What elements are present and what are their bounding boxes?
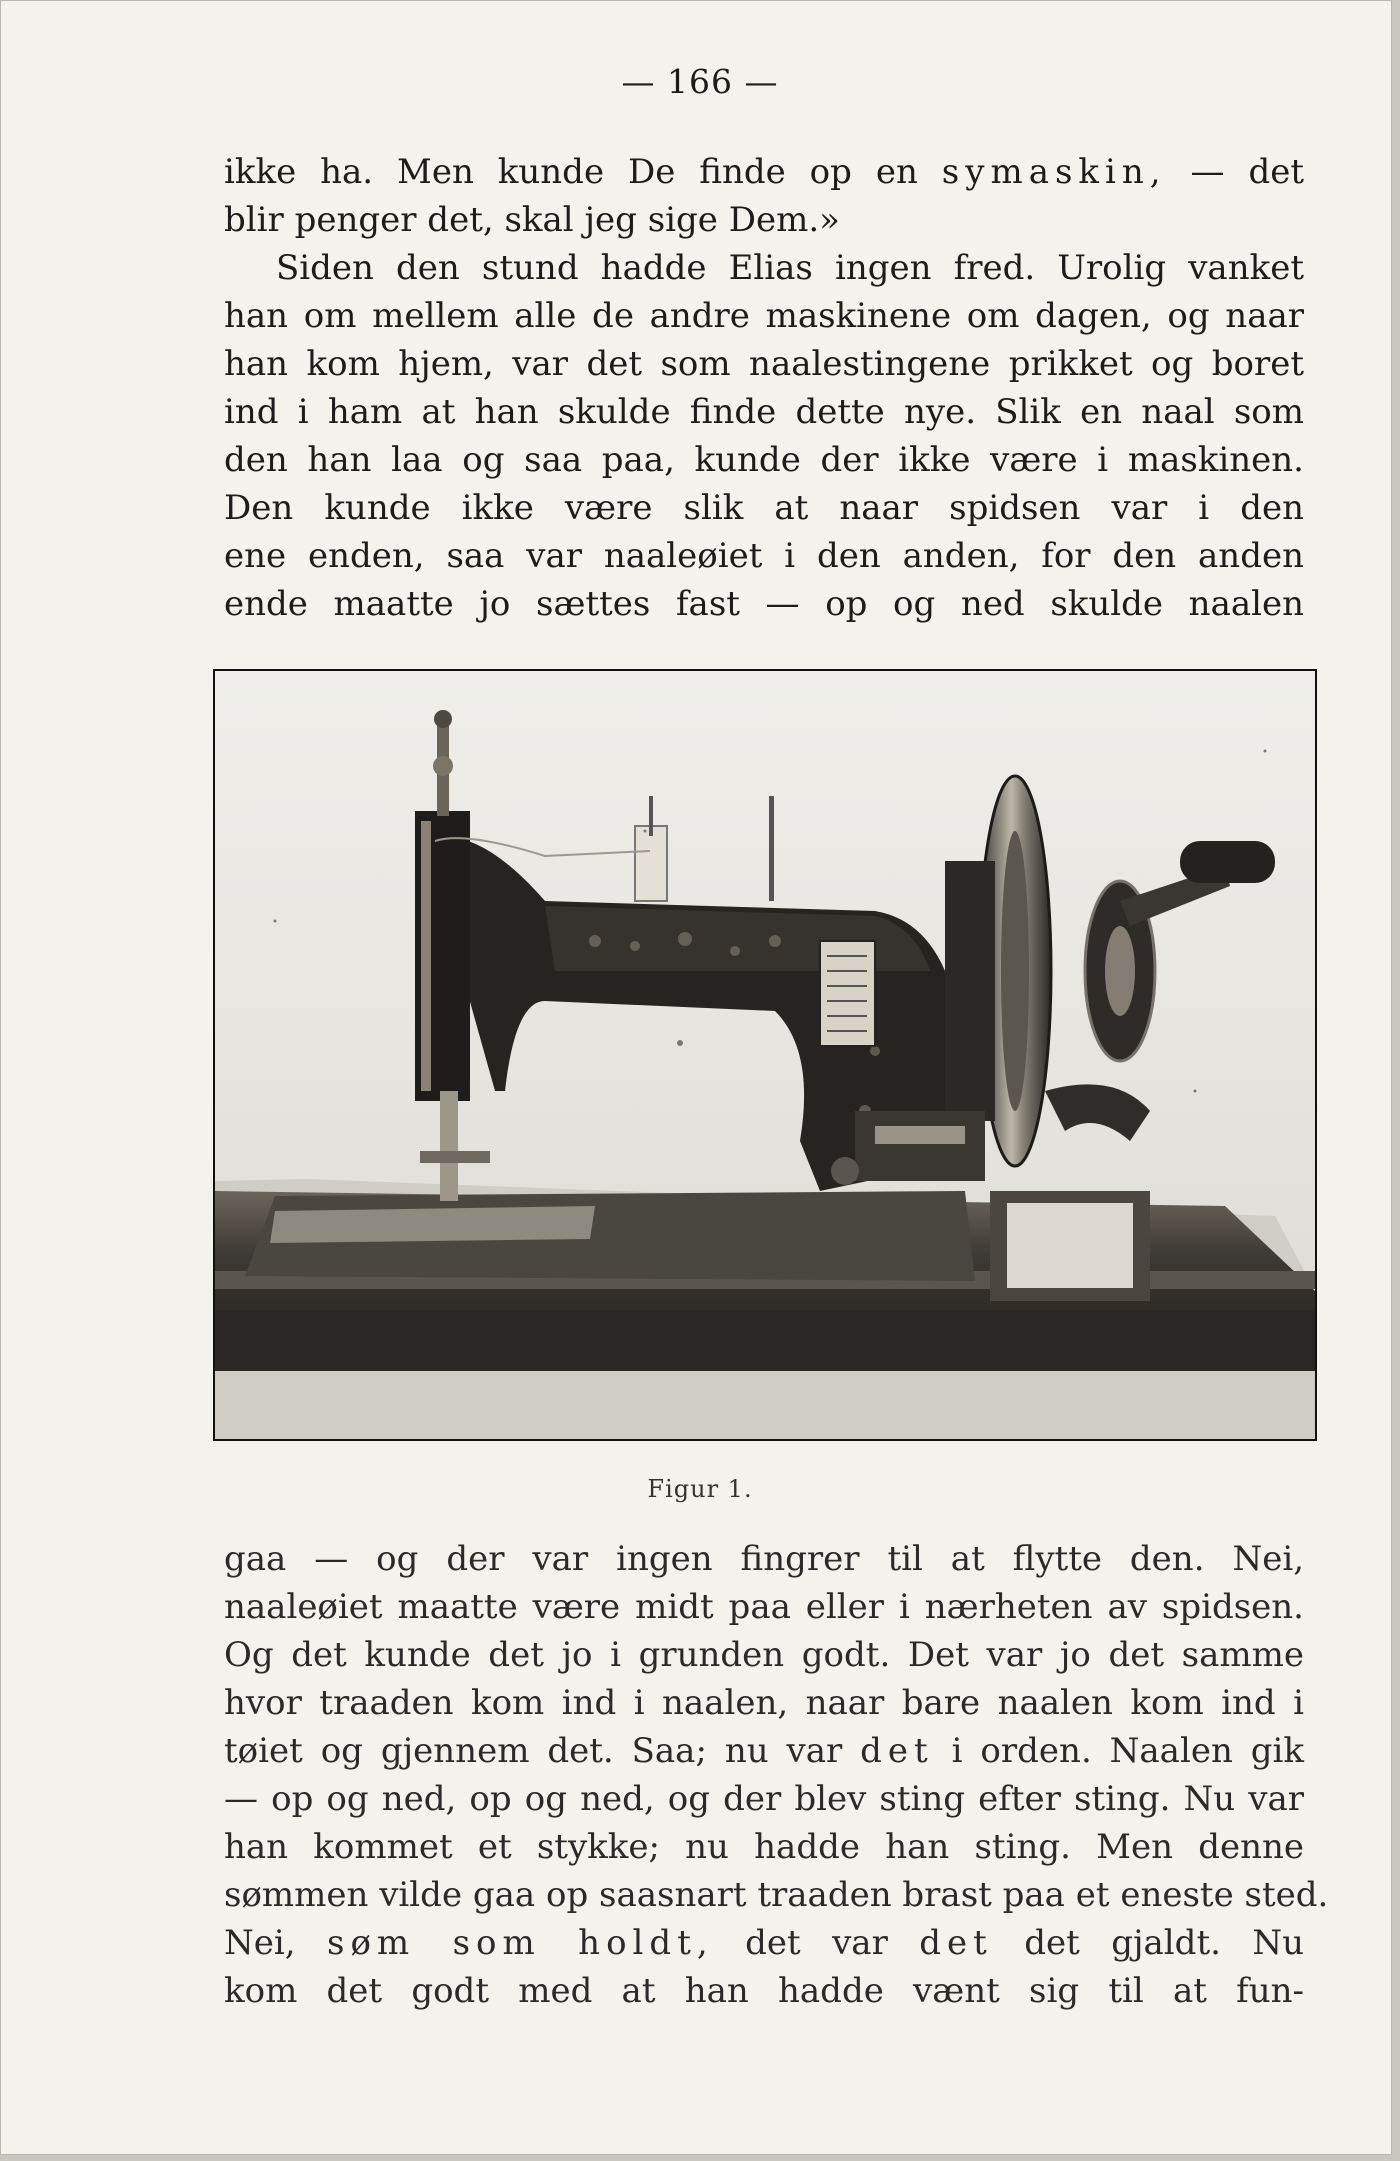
text-line: hvor traaden kom ind i naalen, naar bare naalen kom ind i bbox=[224, 1683, 1304, 1723]
text-line: — op og ned, op og ned, og der blev sting efter sting. Nu var bbox=[224, 1779, 1304, 1819]
text-line: den han laa og saa paa, kunde der ikke være i maskinen. bbox=[224, 440, 1304, 480]
text-line: kom det godt med at han hadde vænt sig til at fun- bbox=[224, 1971, 1304, 2011]
text-line: han kom hjem, var det som naalestingene prikket og boret bbox=[224, 344, 1304, 384]
text-line: han kommet et stykke; nu hadde han sting. Men denne bbox=[224, 1827, 1304, 1867]
text-segment: ikke ha. Men kunde De finde op en bbox=[224, 152, 942, 192]
text-line: Den kunde ikke være slik at naar spidsen var i den bbox=[224, 488, 1304, 528]
text-line: han om mellem alle de andre maskinene om dagen, og naar bbox=[224, 296, 1304, 336]
text-line: blir penger det, skal jeg sige Dem.» bbox=[224, 200, 840, 240]
text-line: naaleøiet maatte være midt paa eller i nærheten av spidsen. bbox=[224, 1587, 1304, 1627]
spaced-emphasis-text: symaskin, bbox=[941, 152, 1167, 192]
text-line: gaa — og der var ingen fingrer til at flytte den. Nei, bbox=[224, 1539, 1304, 1579]
text-line: ind i ham at han skulde finde dette nye. Slik en naal som bbox=[224, 392, 1304, 432]
page-number: — 166 — bbox=[621, 62, 779, 101]
text-segment: Nei, bbox=[224, 1923, 327, 1963]
paragraph-needle bbox=[224, 1535, 1329, 2015]
paragraph-quote-end bbox=[224, 148, 1304, 244]
bottom-paragraph bbox=[224, 1535, 1329, 2015]
text-segment: tøiet og gjennem det. Saa; nu var bbox=[224, 1731, 861, 1771]
spaced-emphasis-text: det bbox=[860, 1731, 934, 1771]
sewing-machine-photo bbox=[213, 669, 1317, 1441]
figure-caption: Figur 1. bbox=[647, 1475, 753, 1503]
text-line bbox=[224, 148, 1304, 196]
text-segment: — det bbox=[1166, 152, 1304, 192]
text-segment: i orden. Naalen gik bbox=[933, 1731, 1304, 1771]
text-line: ene enden, saa var naaleøiet i den anden, for den anden bbox=[224, 536, 1304, 576]
top-paragraphs bbox=[224, 148, 1304, 628]
text-line: Siden den stund hadde Elias ingen fred. Urolig vanket bbox=[276, 248, 1304, 288]
text-line bbox=[224, 1727, 1304, 1775]
text-segment: det gjaldt. Nu bbox=[992, 1923, 1304, 1963]
text-line: sømmen vilde gaa op saasnart traaden brast paa et eneste sted. bbox=[224, 1875, 1329, 1915]
text-segment: det var bbox=[713, 1923, 920, 1963]
spaced-emphasis-text: det bbox=[919, 1923, 993, 1963]
paragraph-elias bbox=[224, 244, 1304, 628]
spaced-emphasis-text: søm som holdt, bbox=[327, 1923, 714, 1963]
text-line: Og det kunde det jo i grunden godt. Det var jo det samme bbox=[224, 1635, 1304, 1675]
text-line bbox=[224, 1919, 1304, 1967]
text-line: ende maatte jo sættes fast — op og ned skulde naalen bbox=[224, 584, 1304, 624]
